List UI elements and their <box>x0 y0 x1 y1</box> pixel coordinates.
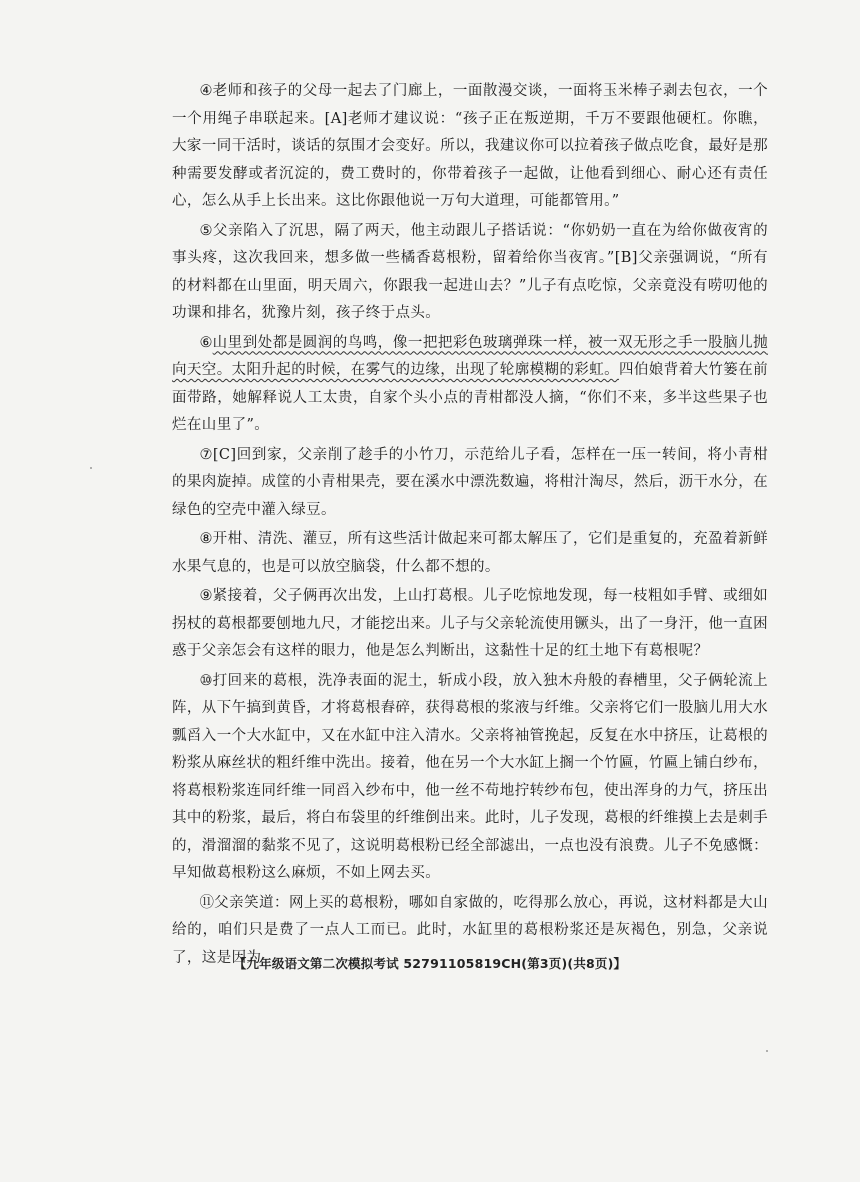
page-footer: 【九年级语文第二次模拟考试 52791105819CH(第3页)(共8页)】 <box>233 956 627 971</box>
passage-paragraph <box>172 78 768 216</box>
paragraph-number: ⑩ <box>199 672 213 689</box>
paragraph-number: ⑦ <box>199 446 213 463</box>
paragraph-number: ⑪ <box>199 894 215 911</box>
paragraph-text: [C]回到家，父亲削了趁手的小竹刀，示范给儿子看，怎样在一压一转间，将小青柑的果肉旋掉。成筐的小青柑果壳，要在溪水中漂洗数遍，将柑汁淘尽，然后，沥干水分，在绿色的空壳中灌入绿豆。 <box>172 446 769 518</box>
paragraph-text: 紧接着，父子俩再次出发，上山打葛根。儿子吃惊地发现，每一枝粗如手臂、或细如拐杖的葛根都要刨地九尺，才能挖出来。儿子与父亲轮流使用镢头，出了一身汗，他一直困惑于父亲怎会有这样的眼力，他是怎么判断出，这黏性十足的红土地下有葛根呢？ <box>172 588 769 659</box>
paragraph-text: 老师和孩子的父母一起去了门廊上，一面散漫交谈，一面将玉米棒子剥去包衣，一个一个用绳子串联起来。[A]老师才建议说：“孩子正在叛逆期，千万不要跟他硬杠。你瞧，大家一同干活时，谈话的氛围才会变好。所以，我建议你可以拉着孩子做点吃食，最好是那种需要发酵或者沉淀的，费工费时的，你带着孩子一起做，让他看到细心、耐心还有责任心，怎么从手上长出来。这比你跟他说一万句大道理，可能都管用。” <box>172 83 769 209</box>
paragraph-number: ⑥ <box>199 334 213 351</box>
passage-paragraph <box>172 330 768 440</box>
paragraph-text: 父亲陷入了沉思，隔了两天，他主动跟儿子搭话说：“你奶奶一直在为给你做夜宵的事头疼，这次我回来，想多做一些橘香葛根粉，留着给你当夜宵。”[B]父亲强调说，“所有的材料都在山里面，明天周六，你跟我一起进山去？”儿子有点吃惊，父亲竟没有唠叨他的功课和排名，犹豫片刻，孩子终于点头。 <box>172 222 768 321</box>
wavy-underlined-sentence: 山里到处都是圆润的鸟鸣，像一把把彩色玻璃弹珠一样，被一双无形之手一股脑儿抛向天空。太阳升起的时候，在雾气的边缘，出现了轮廓模糊的彩虹。 <box>172 334 769 378</box>
paragraph-text: 开柑、清洗、灌豆，所有这些活计做起来可都太解压了，它们是重复的，充盈着新鲜水果气息的，也是可以放空脑袋，什么都不想的。 <box>172 531 769 575</box>
scan-speck <box>90 467 92 469</box>
paragraph-number: ④ <box>199 83 213 99</box>
paragraph-text: 父亲笑道：网上买的葛根粉，哪如自家做的，吃得那么放心，再说，这材料都是大山给的，咱们只是费了一点人工而已。此时，水缸里的葛根粉浆还是灰褐色，别急，父亲说了，这是因为 <box>172 894 769 966</box>
passage-paragraph <box>172 583 768 666</box>
paragraph-text: 四伯娘背着大竹篓在前面带路，她解释说人工太贵，自家个头小点的青柑都没人摘，“你们不来，多半这些果子也烂在山里了”。 <box>172 362 768 433</box>
passage-paragraph <box>172 668 768 888</box>
paragraph-number: ⑤ <box>199 222 213 239</box>
passage-body <box>172 78 768 972</box>
passage-paragraph <box>172 526 768 581</box>
paragraph-number: ⑨ <box>199 588 213 604</box>
passage-paragraph <box>172 218 768 328</box>
scan-speck <box>766 1050 768 1052</box>
paragraph-text: 打回来的葛根，洗净表面的泥土，斩成小段，放入独木舟般的舂槽里，父子俩轮流上阵，从下午搞到黄昏，才将葛根舂碎，获得葛根的浆液与纤维。父亲将它们一股脑儿用大水瓢舀入一个大水缸中，又在水缸中注入清水。父亲将袖管挽起，反复在水中挤压，让葛根的粉浆从麻丝状的粗纤维中洗出。接着，他在另一个大水缸上搁一个竹匾，竹匾上铺白纱布，将葛根粉浆连同纤维一同舀入纱布中，他一丝不苟地拧转纱布包，使出浑身的力气，挤压出其中的粉浆，最后，将白布袋里的纤维倒出来。此时，儿子发现，葛根的纤维摸上去是刺手的，滑溜溜的黏浆不见了，这说明葛根粉已经全部滤出，一点也没有浪费。儿子不免感慨：早知做葛根粉这么麻烦，不如上网去买。 <box>172 672 769 881</box>
paragraph-number: ⑧ <box>199 531 213 547</box>
passage-paragraph <box>172 442 768 525</box>
